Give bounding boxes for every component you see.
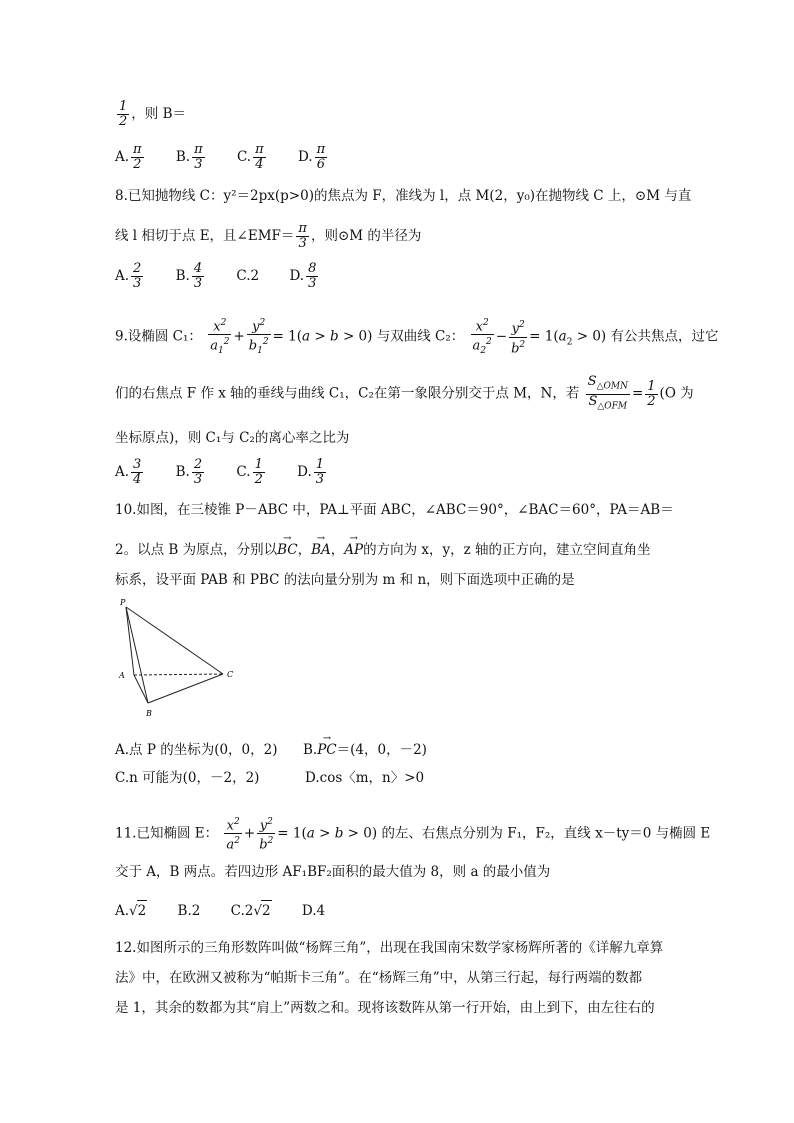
q11-line-1: 11.已知椭圆 E： $\frac{x^2}{a^2}$ + $\frac{y^2}{b^2}$ = 1(a > b > 0) 的左、右焦点分别为 F₁，F₂，直线 x－ty＝0 与椭圆 E: [115, 817, 711, 853]
edge-pa: [126, 607, 134, 675]
edge-bc: [148, 674, 223, 703]
option-a: A.点 P 的坐标为(0，0，2): [115, 742, 278, 758]
q11-line-2: 交于 A，B 两点。若四边形 AF₁BF₂面积的最大值为 8，则 a 的最小值为: [115, 864, 551, 880]
option-b: B. $\frac{2}{3}$: [175, 457, 203, 487]
option-a: A.√2: [115, 900, 147, 921]
fraction: $\frac{1}{2}$: [119, 99, 128, 129]
label-c: C: [227, 670, 234, 679]
option-c: C.n 可能为(0，－2，2): [115, 770, 260, 786]
pyramid-figure: [110, 595, 245, 725]
option-b: B. $\frac{\pi}{3}$: [175, 142, 203, 172]
q10-line-2: 2。以点 B 为原点，分别以→ BC，→ BA，→ AP的方向为 x，y，z 轴的正方向，建立空间直角坐: [115, 536, 651, 560]
q9-line-1: 9.设椭圆 C₁： $\frac{x^2}{a_1^2}$ + $\frac{y^2}{b_1^2}$ = 1(a > b > 0) 与双曲线 C₂： $\frac{x^2}{a_2^2}$ − $\frac{y^2}{b^2}$ = $1(a_2 > 0)$ 有公共焦点，过它: [115, 318, 719, 357]
option-c: C.2: [236, 268, 260, 284]
option-a: A. $\frac{\pi}{2}$: [115, 142, 142, 172]
option-d: D.4: [301, 903, 326, 919]
edge-pc: [126, 607, 223, 674]
q9-line-3: 坐标原点)，则 C₁与 C₂的离心率之比为: [115, 430, 350, 446]
q10-options-cd: [115, 768, 424, 788]
q7-options: [115, 143, 355, 172]
q11-options: [115, 900, 351, 921]
q10-line-1: 10.如图，在三棱锥 P－ABC 中，PA⊥平面 ABC，∠ABC＝90°，∠BAC＝60°，PA＝AB＝: [115, 502, 674, 518]
q12-line-2: 法》中，在欧洲又被称为“帕斯卡三角”。在“杨辉三角”中，从第三行起，每行两端的数都: [115, 970, 643, 986]
q10-line-3: 标系，设平面 PAB 和 PBC 的法向量分别为 m 和 n，则下面选项中正确的是: [115, 572, 575, 588]
edge-ab: [134, 675, 148, 703]
q10-options-ab: [115, 736, 427, 760]
option-c: C.2√2: [231, 900, 272, 921]
option-d: D. $\frac{\pi}{6}$: [297, 142, 326, 172]
option-d: D. $\frac{8}{3}$: [289, 261, 317, 291]
option-c: C. $\frac{1}{2}$: [236, 457, 263, 487]
q7-tail-line: $\frac{1}{2}$ ，则 B＝: [119, 99, 186, 129]
q8-options: [115, 262, 346, 291]
option-b: B. $\frac{4}{3}$: [175, 261, 203, 291]
q12-line-1: 12.如图所示的三角形数阵叫做“杨辉三角”，出现在我国南宋数学家杨辉所著的《详解九章算: [115, 940, 664, 956]
edge-pb: [126, 607, 148, 703]
option-a: A. $\frac{3}{4}$: [115, 457, 142, 487]
option-d: D.cos〈m，n〉>0: [305, 770, 425, 786]
option-b: B.→ PC＝(4，0，－2): [303, 742, 427, 758]
option-d: D. $\frac{1}{3}$: [297, 457, 325, 487]
option-b: B.2: [177, 903, 201, 919]
q9-options: [115, 458, 354, 487]
option-a: A. $\frac{2}{3}$: [115, 261, 142, 291]
label-a: A: [119, 671, 125, 680]
edge-ac: [134, 674, 223, 675]
q9-line-2: 们的右焦点 F 作 x 轴的垂线与曲线 C₁，C₂在第一象限分别交于点 M，N，若 $\frac{S_{\triangle OMN}}{S_{\triangle OFM}}$ = $\frac{1}{2}$ (O 为: [115, 374, 694, 412]
q8-line-2: 线 l 相切于点 E，且∠EMF＝ $\frac{\pi}{3}$ ，则⊙M 的半径为: [115, 221, 422, 251]
label-b: B: [146, 709, 152, 718]
q8-line-1: 8.已知抛物线 C：y²＝2px(p>0)的焦点为 F，准线为 l，点 M(2，y₀)在抛物线 C 上，⊙M 与直: [115, 188, 692, 204]
q12-line-3: 是 1，其余的数都为其“肩上”两数之和。现将该数阵从第一行开始，由上到下，由左往右的: [115, 1000, 655, 1016]
label-p: P: [120, 598, 126, 607]
option-c: C. $\frac{\pi}{4}$: [236, 142, 264, 172]
